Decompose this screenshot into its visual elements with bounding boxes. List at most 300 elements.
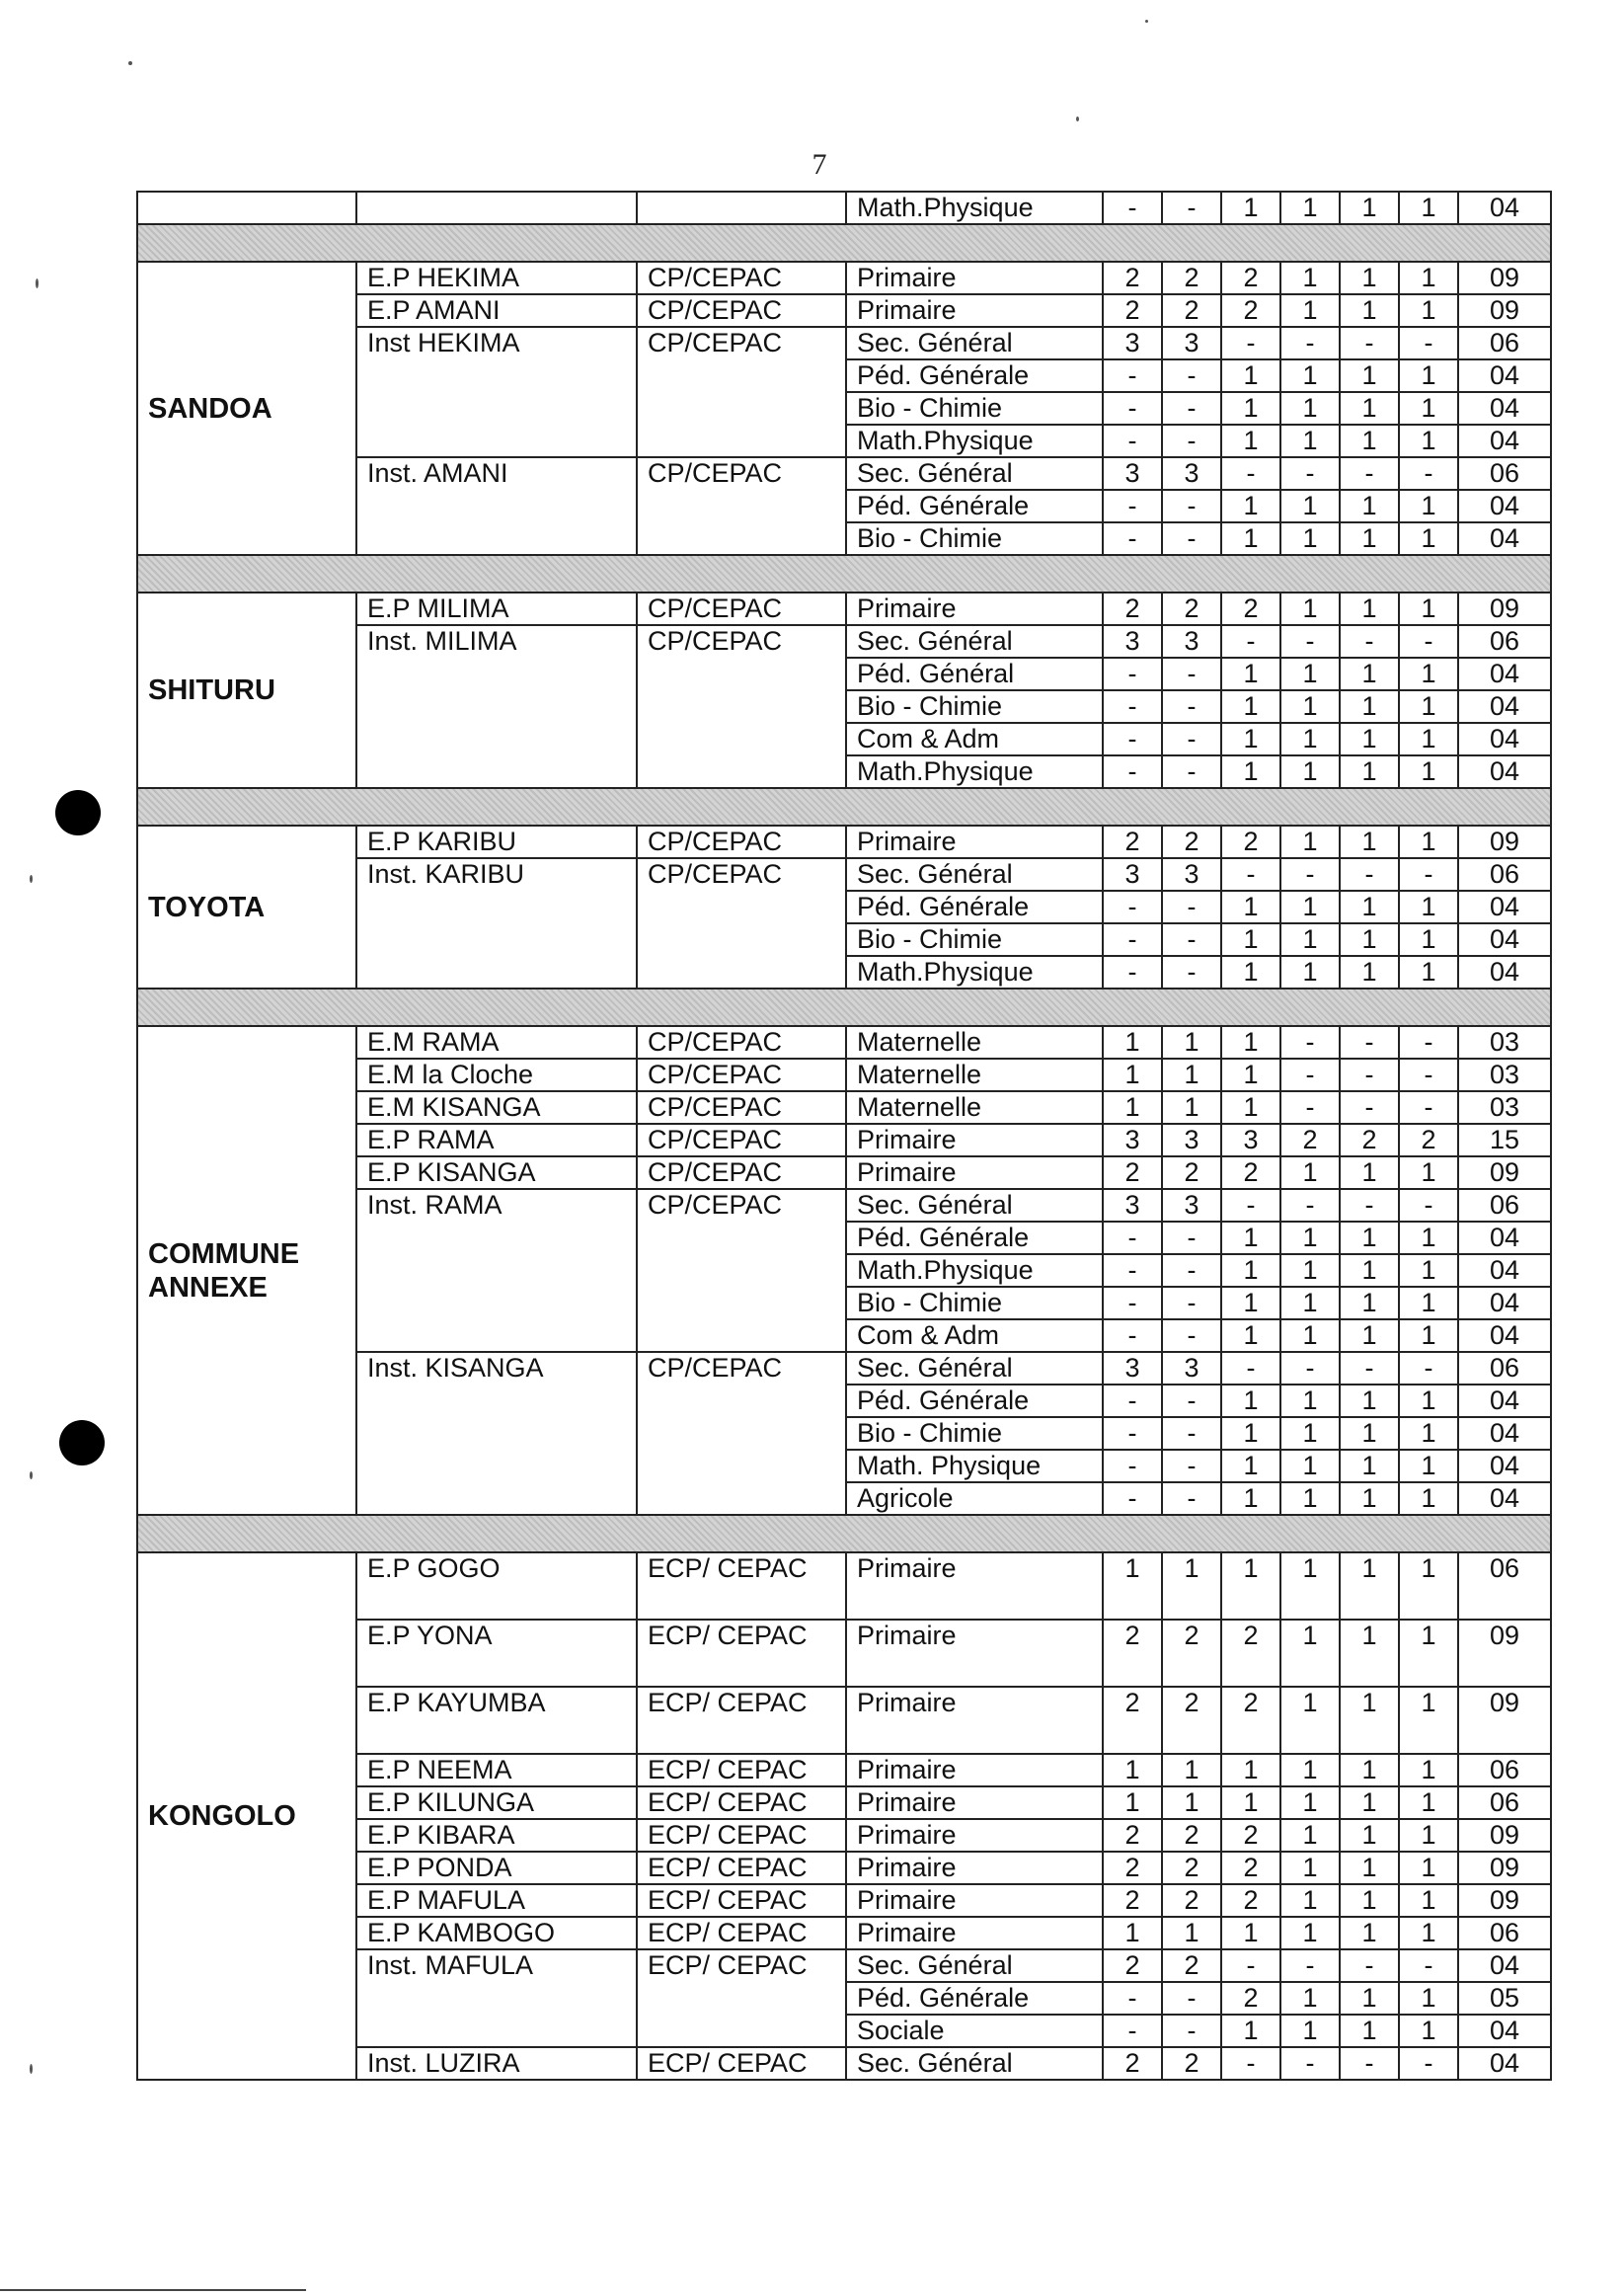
count-cell: 1 (1399, 392, 1458, 425)
count-cell: 1 (1399, 2015, 1458, 2047)
count-cell: 1 (1221, 755, 1280, 788)
count-cell: 2 (1340, 1124, 1399, 1156)
count-cell: 1 (1103, 1754, 1162, 1786)
count-cell: - (1399, 1059, 1458, 1091)
count-cell: 1 (1340, 1482, 1399, 1515)
count-cell: - (1399, 2047, 1458, 2080)
count-cell: - (1280, 327, 1340, 359)
school-cell: E.M KISANGA (356, 1091, 637, 1124)
total-cell: 04 (1458, 359, 1551, 392)
option-cell: Primaire (846, 593, 1103, 625)
cycle-cell: ECP/ CEPAC (637, 1852, 846, 1884)
count-cell: 1 (1280, 1552, 1340, 1620)
school-cell: Inst. MAFULA (356, 1949, 637, 2047)
region-cell (137, 192, 356, 224)
count-cell: - (1103, 392, 1162, 425)
count-cell: 1 (1280, 392, 1340, 425)
count-cell: 3 (1162, 327, 1221, 359)
option-cell: Primaire (846, 1552, 1103, 1620)
count-cell: 1 (1162, 1917, 1221, 1949)
total-cell: 03 (1458, 1026, 1551, 1059)
option-cell: Bio - Chimie (846, 923, 1103, 956)
count-cell: 1 (1221, 1026, 1280, 1059)
option-cell: Primaire (846, 1852, 1103, 1884)
total-cell: 04 (1458, 425, 1551, 457)
count-cell: 1 (1280, 891, 1340, 923)
count-cell: 2 (1103, 262, 1162, 294)
count-cell: - (1162, 392, 1221, 425)
count-cell: 1 (1340, 1417, 1399, 1450)
count-cell: 1 (1340, 192, 1399, 224)
section-separator (137, 989, 1551, 1026)
count-cell: 3 (1103, 1189, 1162, 1222)
count-cell: 2 (1221, 1156, 1280, 1189)
total-cell: 06 (1458, 1552, 1551, 1620)
count-cell: - (1221, 457, 1280, 490)
count-cell: 2 (1162, 1884, 1221, 1917)
section-separator (137, 224, 1551, 262)
count-cell: 3 (1162, 1124, 1221, 1156)
count-cell: 1 (1340, 1287, 1399, 1319)
school-cell: E.P MAFULA (356, 1884, 637, 1917)
staffing-table (136, 191, 1552, 2081)
count-cell: 1 (1221, 956, 1280, 989)
count-cell: 2 (1162, 1852, 1221, 1884)
school-cell: E.M RAMA (356, 1026, 637, 1059)
cycle-cell: ECP/ CEPAC (637, 1917, 846, 1949)
count-cell: 1 (1221, 1450, 1280, 1482)
cycle-cell: CP/CEPAC (637, 294, 846, 327)
school-cell: E.M la Cloche (356, 1059, 637, 1091)
total-cell: 04 (1458, 956, 1551, 989)
count-cell: 1 (1221, 1754, 1280, 1786)
count-cell: 1 (1280, 923, 1340, 956)
count-cell: 2 (1103, 593, 1162, 625)
total-cell: 09 (1458, 1884, 1551, 1917)
count-cell: 1 (1340, 425, 1399, 457)
count-cell: 1 (1399, 1786, 1458, 1819)
option-cell: Bio - Chimie (846, 522, 1103, 555)
count-cell: - (1340, 1949, 1399, 1982)
count-cell: 1 (1221, 1482, 1280, 1515)
count-cell: 1 (1399, 1917, 1458, 1949)
count-cell: - (1399, 625, 1458, 658)
option-cell: Sec. Général (846, 457, 1103, 490)
school-cell: Inst. LUZIRA (356, 2047, 637, 2080)
count-cell: 1 (1280, 359, 1340, 392)
count-cell: 2 (1162, 1620, 1221, 1687)
count-cell: 1 (1340, 1786, 1399, 1819)
option-cell: Bio - Chimie (846, 392, 1103, 425)
count-cell: - (1221, 327, 1280, 359)
count-cell: - (1103, 1482, 1162, 1515)
count-cell: 1 (1340, 294, 1399, 327)
count-cell: 1 (1399, 690, 1458, 723)
count-cell: - (1399, 1026, 1458, 1059)
option-cell: Math.Physique (846, 192, 1103, 224)
table-body (137, 192, 1551, 2080)
count-cell: - (1221, 625, 1280, 658)
count-cell: 1 (1280, 294, 1340, 327)
cycle-cell: ECP/ CEPAC (637, 1786, 846, 1819)
count-cell: 1 (1280, 1254, 1340, 1287)
total-cell: 04 (1458, 658, 1551, 690)
count-cell: 1 (1280, 1884, 1340, 1917)
count-cell: - (1340, 327, 1399, 359)
section-separator (137, 788, 1551, 826)
total-cell: 06 (1458, 1189, 1551, 1222)
cycle-cell: ECP/ CEPAC (637, 2047, 846, 2080)
page-number: 7 (812, 148, 827, 181)
option-cell: Péd. Générale (846, 359, 1103, 392)
count-cell: 2 (1103, 1852, 1162, 1884)
count-cell: - (1399, 1949, 1458, 1982)
option-cell: Péd. Générale (846, 891, 1103, 923)
cycle-cell: ECP/ CEPAC (637, 1687, 846, 1754)
separator-cell (137, 1515, 1551, 1552)
count-cell: 1 (1340, 1852, 1399, 1884)
school-cell (356, 192, 637, 224)
option-cell: Péd. Générale (846, 490, 1103, 522)
school-cell: Inst. MILIMA (356, 625, 637, 788)
cycle-cell: ECP/ CEPAC (637, 1552, 846, 1620)
count-cell: 1 (1399, 1884, 1458, 1917)
total-cell: 06 (1458, 457, 1551, 490)
table-row (137, 826, 1551, 858)
school-cell: E.P GOGO (356, 1552, 637, 1620)
school-cell: Inst. KISANGA (356, 1352, 637, 1515)
count-cell: 1 (1340, 956, 1399, 989)
count-cell: 1 (1399, 425, 1458, 457)
option-cell: Primaire (846, 1156, 1103, 1189)
option-cell: Sec. Général (846, 1189, 1103, 1222)
total-cell: 04 (1458, 1385, 1551, 1417)
count-cell: 1 (1103, 1917, 1162, 1949)
separator-cell (137, 788, 1551, 826)
count-cell: 2 (1162, 262, 1221, 294)
count-cell: 3 (1103, 858, 1162, 891)
count-cell: - (1103, 923, 1162, 956)
count-cell: 1 (1280, 192, 1340, 224)
count-cell: 1 (1221, 2015, 1280, 2047)
count-cell: 1 (1162, 1552, 1221, 1620)
total-cell: 04 (1458, 690, 1551, 723)
count-cell: 1 (1103, 1091, 1162, 1124)
count-cell: - (1162, 1482, 1221, 1515)
count-cell: 2 (1103, 1819, 1162, 1852)
count-cell: 2 (1399, 1124, 1458, 1156)
count-cell: 2 (1221, 1819, 1280, 1852)
option-cell: Bio - Chimie (846, 1417, 1103, 1450)
option-cell: Péd. Générale (846, 1982, 1103, 2015)
cycle-cell: CP/CEPAC (637, 625, 846, 788)
count-cell: - (1162, 1319, 1221, 1352)
count-cell: 1 (1280, 1687, 1340, 1754)
count-cell: 1 (1340, 490, 1399, 522)
count-cell: 1 (1399, 294, 1458, 327)
count-cell: 1 (1340, 690, 1399, 723)
count-cell: - (1103, 425, 1162, 457)
count-cell: - (1340, 457, 1399, 490)
count-cell: - (1280, 1091, 1340, 1124)
count-cell: - (1103, 192, 1162, 224)
option-cell: Primaire (846, 1620, 1103, 1687)
count-cell: 1 (1399, 1852, 1458, 1884)
total-cell: 04 (1458, 2015, 1551, 2047)
count-cell: - (1103, 359, 1162, 392)
school-cell: Inst. AMANI (356, 457, 637, 555)
scan-speck (30, 2064, 33, 2074)
cycle-cell: CP/CEPAC (637, 858, 846, 989)
cycle-cell: CP/CEPAC (637, 327, 846, 457)
count-cell: 2 (1221, 593, 1280, 625)
total-cell: 09 (1458, 826, 1551, 858)
count-cell: 1 (1280, 1482, 1340, 1515)
count-cell: - (1103, 690, 1162, 723)
total-cell: 04 (1458, 1287, 1551, 1319)
count-cell: 1 (1162, 1026, 1221, 1059)
total-cell: 04 (1458, 723, 1551, 755)
count-cell: 3 (1221, 1124, 1280, 1156)
count-cell: - (1399, 327, 1458, 359)
option-cell: Agricole (846, 1482, 1103, 1515)
count-cell: 2 (1221, 826, 1280, 858)
count-cell: - (1340, 1091, 1399, 1124)
cycle-cell: CP/CEPAC (637, 593, 846, 625)
count-cell: 1 (1162, 1786, 1221, 1819)
count-cell: 1 (1280, 522, 1340, 555)
count-cell: 1 (1399, 891, 1458, 923)
option-cell: Primaire (846, 1687, 1103, 1754)
total-cell: 04 (1458, 755, 1551, 788)
count-cell: 1 (1399, 723, 1458, 755)
cycle-cell: CP/CEPAC (637, 826, 846, 858)
count-cell: 1 (1340, 2015, 1399, 2047)
total-cell: 09 (1458, 294, 1551, 327)
count-cell: - (1399, 457, 1458, 490)
count-cell: - (1162, 1385, 1221, 1417)
total-cell: 04 (1458, 1222, 1551, 1254)
total-cell: 03 (1458, 1059, 1551, 1091)
option-cell: Math.Physique (846, 755, 1103, 788)
count-cell: 2 (1162, 826, 1221, 858)
count-cell: 1 (1221, 1287, 1280, 1319)
school-cell: E.P KIBARA (356, 1819, 637, 1852)
option-cell: Péd. Général (846, 658, 1103, 690)
count-cell: 1 (1280, 1754, 1340, 1786)
count-cell: - (1221, 2047, 1280, 2080)
count-cell: 1 (1399, 1687, 1458, 1754)
school-cell: E.P KAMBOGO (356, 1917, 637, 1949)
region-cell: TOYOTA (137, 826, 356, 989)
count-cell: 1 (1340, 262, 1399, 294)
count-cell: 1 (1221, 425, 1280, 457)
count-cell: 1 (1103, 1026, 1162, 1059)
count-cell: - (1340, 1189, 1399, 1222)
count-cell: - (1103, 1385, 1162, 1417)
count-cell: - (1103, 490, 1162, 522)
count-cell: 1 (1221, 658, 1280, 690)
count-cell: 2 (1103, 2047, 1162, 2080)
count-cell: - (1280, 2047, 1340, 2080)
cycle-cell: CP/CEPAC (637, 1026, 846, 1059)
option-cell: Math.Physique (846, 425, 1103, 457)
count-cell: 1 (1399, 1620, 1458, 1687)
count-cell: - (1162, 891, 1221, 923)
option-cell: Péd. Générale (846, 1222, 1103, 1254)
count-cell: 1 (1280, 1156, 1340, 1189)
option-cell: Bio - Chimie (846, 1287, 1103, 1319)
count-cell: 1 (1280, 425, 1340, 457)
count-cell: 1 (1399, 1982, 1458, 2015)
count-cell: 3 (1103, 457, 1162, 490)
count-cell: 1 (1399, 1450, 1458, 1482)
footer-rule (0, 2289, 306, 2291)
count-cell: 1 (1221, 522, 1280, 555)
count-cell: - (1340, 2047, 1399, 2080)
total-cell: 04 (1458, 1450, 1551, 1482)
count-cell: - (1162, 359, 1221, 392)
count-cell: - (1162, 1450, 1221, 1482)
total-cell: 04 (1458, 522, 1551, 555)
option-cell: Math.Physique (846, 956, 1103, 989)
count-cell: - (1162, 490, 1221, 522)
count-cell: 3 (1103, 327, 1162, 359)
count-cell: 2 (1162, 2047, 1221, 2080)
count-cell: 1 (1340, 891, 1399, 923)
region-cell: SANDOA (137, 262, 356, 555)
option-cell: Péd. Générale (846, 1385, 1103, 1417)
cycle-cell: ECP/ CEPAC (637, 1819, 846, 1852)
scan-speck (36, 278, 39, 288)
count-cell: 2 (1280, 1124, 1340, 1156)
punch-hole (55, 790, 101, 835)
count-cell: 1 (1340, 1819, 1399, 1852)
count-cell: 1 (1399, 1222, 1458, 1254)
option-cell: Primaire (846, 1917, 1103, 1949)
count-cell: - (1162, 1982, 1221, 2015)
count-cell: 1 (1340, 1620, 1399, 1687)
region-cell: KONGOLO (137, 1552, 356, 2080)
total-cell: 06 (1458, 1917, 1551, 1949)
count-cell: 1 (1221, 359, 1280, 392)
count-cell: 1 (1399, 755, 1458, 788)
count-cell: 1 (1280, 755, 1340, 788)
count-cell: 1 (1340, 1319, 1399, 1352)
count-cell: - (1399, 858, 1458, 891)
count-cell: 2 (1162, 1819, 1221, 1852)
count-cell: 1 (1280, 1319, 1340, 1352)
total-cell: 06 (1458, 858, 1551, 891)
count-cell: 1 (1103, 1552, 1162, 1620)
count-cell: 1 (1280, 1852, 1340, 1884)
count-cell: 1 (1221, 891, 1280, 923)
count-cell: - (1103, 1319, 1162, 1352)
total-cell: 09 (1458, 1819, 1551, 1852)
count-cell: - (1103, 522, 1162, 555)
school-cell: E.P KISANGA (356, 1156, 637, 1189)
total-cell: 04 (1458, 1482, 1551, 1515)
count-cell: - (1340, 1352, 1399, 1385)
total-cell: 04 (1458, 891, 1551, 923)
count-cell: 1 (1340, 755, 1399, 788)
count-cell: 1 (1340, 1982, 1399, 2015)
count-cell: 3 (1162, 457, 1221, 490)
count-cell: - (1103, 1222, 1162, 1254)
count-cell: 1 (1280, 658, 1340, 690)
total-cell: 04 (1458, 490, 1551, 522)
total-cell: 03 (1458, 1091, 1551, 1124)
count-cell: 1 (1399, 1417, 1458, 1450)
total-cell: 06 (1458, 1754, 1551, 1786)
count-cell: 1 (1221, 723, 1280, 755)
count-cell: 2 (1103, 826, 1162, 858)
count-cell: 1 (1280, 826, 1340, 858)
option-cell: Math. Physique (846, 1450, 1103, 1482)
count-cell: 1 (1221, 690, 1280, 723)
cycle-cell: CP/CEPAC (637, 1352, 846, 1515)
count-cell: - (1162, 956, 1221, 989)
count-cell: - (1280, 1949, 1340, 1982)
count-cell: 1 (1280, 1819, 1340, 1852)
count-cell: 1 (1280, 956, 1340, 989)
total-cell: 04 (1458, 192, 1551, 224)
count-cell: 2 (1103, 294, 1162, 327)
total-cell: 04 (1458, 2047, 1551, 2080)
option-cell: Primaire (846, 826, 1103, 858)
count-cell: 2 (1221, 1884, 1280, 1917)
count-cell: - (1399, 1091, 1458, 1124)
count-cell: 1 (1340, 593, 1399, 625)
count-cell: 2 (1221, 262, 1280, 294)
count-cell: - (1280, 1026, 1340, 1059)
count-cell: 1 (1399, 593, 1458, 625)
count-cell: 2 (1221, 1687, 1280, 1754)
count-cell: 1 (1399, 956, 1458, 989)
cycle-cell: CP/CEPAC (637, 1124, 846, 1156)
count-cell: 1 (1280, 2015, 1340, 2047)
table-row (137, 593, 1551, 625)
count-cell: 1 (1399, 262, 1458, 294)
separator-cell (137, 555, 1551, 593)
count-cell: - (1162, 192, 1221, 224)
total-cell: 04 (1458, 392, 1551, 425)
count-cell: 1 (1340, 359, 1399, 392)
school-cell: E.P HEKIMA (356, 262, 637, 294)
count-cell: 1 (1340, 1222, 1399, 1254)
count-cell: 1 (1340, 826, 1399, 858)
count-cell: 1 (1399, 1819, 1458, 1852)
count-cell: 1 (1340, 1687, 1399, 1754)
separator-cell (137, 224, 1551, 262)
count-cell: 1 (1399, 923, 1458, 956)
separator-cell (137, 989, 1551, 1026)
count-cell: 1 (1340, 1254, 1399, 1287)
count-cell: - (1162, 425, 1221, 457)
scan-speck (128, 61, 132, 65)
count-cell: 1 (1221, 1917, 1280, 1949)
count-cell: 1 (1221, 1254, 1280, 1287)
count-cell: 1 (1162, 1754, 1221, 1786)
option-cell: Primaire (846, 1884, 1103, 1917)
count-cell: - (1221, 1352, 1280, 1385)
count-cell: 2 (1162, 1156, 1221, 1189)
count-cell: 1 (1162, 1091, 1221, 1124)
count-cell: - (1280, 858, 1340, 891)
count-cell: 1 (1280, 593, 1340, 625)
count-cell: 1 (1340, 1450, 1399, 1482)
count-cell: 1 (1280, 1222, 1340, 1254)
